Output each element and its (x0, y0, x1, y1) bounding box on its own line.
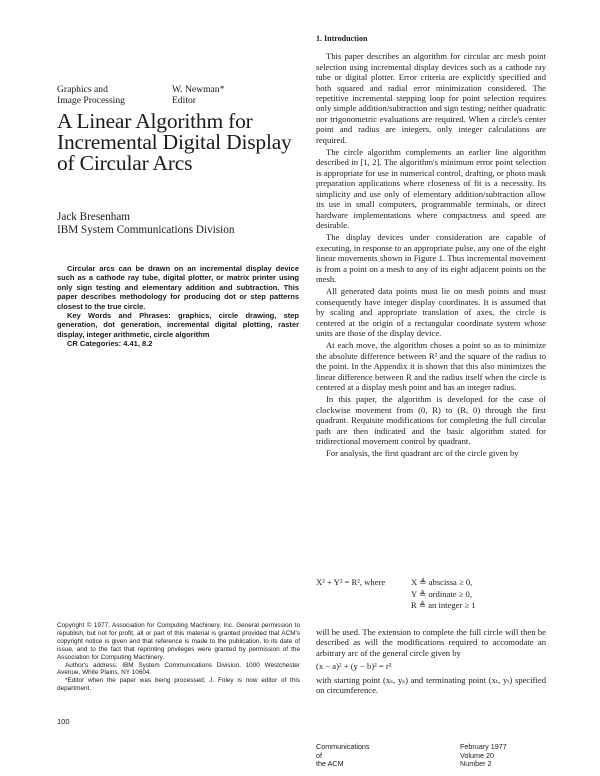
issue-number: Number 2 (460, 759, 492, 768)
equation-circle-quadrant (316, 577, 546, 612)
page-number: 100 (57, 717, 70, 726)
abstract (57, 264, 299, 349)
author-block (57, 211, 307, 237)
paragraph: All generated data points must lie on mesh points and must consequently have integer display coordinates. It is assumed that by scaling and appropriate translation of axes, the circle is centered at the origin of a rectangular coordinate system whose units are those of the display device. (316, 286, 546, 338)
equation-lhs: X² + Y² = R², where (316, 577, 386, 587)
paragraph: In this paper, the algorithm is developed for the case of clockwise movement from (0, R) to (R, 0) through the first quadrant. Requisite modifications for completing the full circular path are then indicated and the basic algorithm stated for tridirectional movement control by quadrant. (316, 394, 546, 447)
paragraph: will be used. The extension to complete the full circle will then be described as will the modifications required to accomodate an arbitrary arc of the general circle given by (316, 627, 546, 658)
journal-line-1: Communications (316, 742, 370, 751)
paragraph: The display devices under consideration are capable of executing, in response to an appropriate pulse, any one of the eight linear movements shown in Figure 1. Thus incremental movement is from a point on a mesh to any of its eight adjacent points on the mesh. (316, 232, 546, 284)
section-line-1: Graphics and (57, 84, 108, 95)
abstract-text: Circular arcs can be drawn on an incremental display device such as a cathode ray tube, digital plotter, or matrix printer using only sign testing and elementary addition and subtraction. This paper describes methodology for producing dot or step patterns closest to the true circle. (57, 264, 299, 311)
journal-line-3: the ACM (316, 759, 344, 768)
paragraph: This paper describes an algorithm for circular arc mesh point selection using incremental display devices such as a cathode ray tube or digital plotter. Error criteria are explicitly specified and both squared and radial error minimization considered. The repetitive incremental stepping loop for point selection requires only simple addition/subtraction and sign testing; neither quadratic nor trigonometric evaluations are required. When a circle's center point and radius are integers, only integer calculations are required. (316, 51, 546, 145)
section-department (57, 84, 152, 106)
equation-general-circle: (x − a)² + (y − b)² = r² (316, 661, 392, 672)
author-address: Author's address: IBM System Communications Division, 1000 Westchester Avenue, White Plains, NY 10604. (57, 661, 300, 677)
editor-footnote: *Editor when the paper was being processed; J. Foley is now editor of this department. (57, 677, 300, 693)
issue-date: February 1977 (460, 742, 507, 751)
equation-condition-r: R ≜ an integer ≥ 1 (411, 600, 476, 610)
author-affiliation: IBM System Communications Division (57, 224, 235, 236)
equation-condition-y: Y ≜ ordinate ≥ 0, (411, 588, 472, 599)
issue-volume: Volume 20 (460, 750, 494, 760)
cr-categories: CR Categories: 4.41, 8.2 (67, 339, 153, 349)
paragraph: with starting point (xₛ, yₛ) and terminating point (xₜ, yₜ) specified on circumference. (316, 674, 546, 696)
copyright-notice (57, 622, 300, 693)
editor-name: W. Newman* (172, 84, 225, 95)
copyright-text: Copyright © 1977, Association for Computing Machinery, Inc. General permission to republish, but not for profit, all or part of this material is granted provided that ACM's copyright notice is given and that reference is made to the publication, to its date of issue, and to the fact that reprinting privileges were granted by permission of the Association for Computing Machinery. (57, 622, 300, 661)
footer-issue (460, 743, 507, 769)
article-title: A Linear Algorithm for Incremental Digital Display of Circular Arcs (57, 109, 292, 175)
paragraph: For analysis, the first quadrant arc of the circle given by (326, 448, 519, 459)
footer-journal (316, 743, 370, 769)
author-name: Jack Bresenham (57, 211, 131, 223)
paragraph: The circle algorithm complements an earlier line algorithm described in [1, 2]. The algorithm's minimum error point selection is appropriate for use in numerical control, drafting, or photo mask preparation applications where closeness of fit is a necessity. Its simplicity and use only of elementary addition/subtraction allow its use in small computers, programmable terminals, or direct hardware implementations where compactness and speed are desirable. (316, 147, 546, 230)
editor-role: Editor (172, 95, 196, 106)
body-column-continued (316, 627, 546, 695)
body-column (316, 34, 546, 461)
section-line-2: Image Processing (57, 95, 125, 106)
equation-condition-x: X ≜ abscissa ≥ 0, (411, 577, 473, 587)
journal-line-2: of (316, 750, 322, 760)
paragraph: At each move, the algorithm choses a point so as to minimize the absolute difference between R² and the square of the radius to the point. In the Appendix it is shown that this also minimizes the linear difference between R and the radius itself when the circle is centered at a display mesh point and has an integer radius. (316, 340, 546, 392)
section-editor (172, 84, 267, 106)
keywords: Key Words and Phrases: graphics, circle drawing, step generation, dot generation, incremental digital plotting, raster display, integer arithmetic, circle algorithm (57, 311, 299, 339)
section-heading: 1. Introduction (316, 34, 368, 43)
